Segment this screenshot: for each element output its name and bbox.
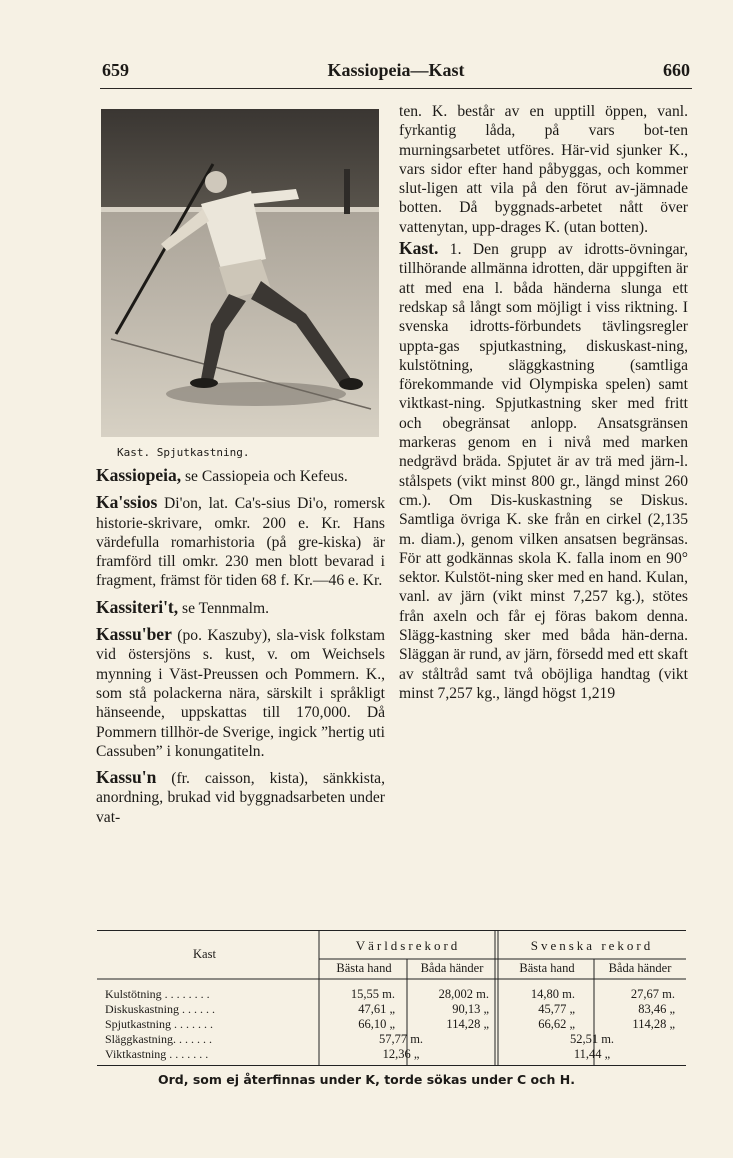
- table-cell: 28,002 m.: [438, 987, 489, 1001]
- entry-text: (fr. caisson, kista), sänkkista, anordning, brukad vid byggnadsarbeten under vat-: [96, 770, 385, 826]
- table-cell: 114,28 „: [632, 1017, 675, 1031]
- table-subheader: Bästa hand: [336, 961, 392, 975]
- entry-headword: Kassu'n: [96, 767, 157, 788]
- entry-kassiopeia: [96, 466, 385, 486]
- right-column: [399, 101, 688, 703]
- table-cell: 27,67 m.: [630, 987, 675, 1001]
- javelin-thrower-illustration: [101, 109, 379, 437]
- table-cell: 52,51 m.: [569, 1032, 615, 1046]
- javelin-thrower-photo: [101, 109, 379, 437]
- table-row-label: Viktkastning . . . . . . .: [105, 1047, 209, 1061]
- page-number-left: 659: [102, 60, 129, 80]
- table-cell: 66,10 „: [358, 1017, 395, 1031]
- footnote: Ord, som ej återfinnas under K, torde sökas under C och H.: [157, 1072, 576, 1087]
- entry-kassios: [96, 493, 385, 590]
- table-cell: 45,77 „: [538, 1002, 575, 1016]
- table-row-label: Släggkastning. . . . . . .: [105, 1032, 212, 1046]
- running-header: [100, 58, 692, 89]
- entry-text: ten. K. består av en upptill öppen, vanl. fyrkantig låda, på vars bot-ten murningsarbetet utföres. Här-vid sjunker K., vars sidor efter hand påbyggas, och kommer slut-ligen att vila på den förut av-jämnade botten. Då byggnads-arbetet nått över vattenytan, upp-drages K. (utan botten).: [399, 103, 688, 236]
- entry-headword: Kast.: [399, 238, 439, 259]
- table-cell: 83,46 „: [638, 1002, 675, 1016]
- table-cell: 114,28 „: [446, 1017, 489, 1031]
- entry-text: se Tennmalm.: [178, 599, 270, 617]
- table-cell: 12,36 „: [382, 1047, 420, 1061]
- entry-kassun: [96, 768, 385, 827]
- photo-caption: Kast. Spjutkastning.: [117, 446, 250, 459]
- entry-text: Di'on, lat. Ca's-sius Di'o, romersk historie-skrivare, omkr. 200 e. Kr. Hans värdefulla romarhistoria (på gre-kiska) är framförd till omkr. 230 men blott bevarad i fragment, främst för tiden 68 f. Kr.—46 e. Kr.: [96, 495, 385, 590]
- table-row-label: Spjutkastning . . . . . . .: [105, 1017, 214, 1031]
- entry-headword: Kassiopeia,: [96, 465, 182, 485]
- entry-headword: Kassu'ber: [96, 624, 172, 645]
- table-row-label: Diskuskastning . . . . . .: [105, 1002, 216, 1016]
- table-header-swedish-records: Svenska rekord: [530, 938, 654, 953]
- entry-kassun-continued: [399, 101, 688, 237]
- page-number-right: 660: [663, 60, 690, 80]
- table-cell: 11,44 „: [573, 1047, 611, 1061]
- table-subheader: Bästa hand: [519, 961, 575, 975]
- entry-kast: [399, 239, 688, 703]
- left-column: [96, 466, 385, 827]
- table-cell: 90,13 „: [452, 1002, 489, 1016]
- entry-headword: Ka'ssios: [96, 492, 158, 513]
- page-title: Kassiopeia—Kast: [327, 60, 465, 80]
- entry-text: se Cassiopeia och Kefeus.: [181, 468, 348, 485]
- table-cell: 14,80 m.: [530, 987, 575, 1001]
- records-table: [97, 930, 686, 1066]
- entry-text: 1. Den grupp av idrotts-övningar, tillhörande allmänna idrotten, där uppgiften är att med ena l. båda händerna slunga ett redskap så långt som möjligt i viss riktning. I svenska idrotts-förbundets tävlingsregler uppta-gas spjutkastning, diskuskast-ning, kulstötning, släggkastning (samtliga förekommande vid Olympiska spelen) samt viktkast-ning. Spjutkastning sker med fritt och obegränsat anlopp. Ansatsgränsen markeras genom en i nivå med marken nedgrävd bräda. Spjutet är av trä med järn-l. stålspets (vikt minst 800 gr., längd minst 260 cm.). Om Dis-kuskastning se Diskus. Samtliga övriga K. ske från en cirkel (2,135 m. diam.), genom vilken ansatsen begränsas. För att godkännas skola K. falla inom en 90° sektor. Kulstöt-ning sker med en hand. Kulan, vanl. av järn (vikt minst 7,257 kg.), stötes från axeln och får ej föras bakom denna. Slägg-kastning sker med båda hän-derna. Släggan är rund, av järn, försedd med ett skaft av ståltråd samt två oböjliga handtag (vikt minst 7,257 kg., längd högst 1,219: [399, 241, 688, 702]
- table-header-kast: Kast: [193, 947, 216, 961]
- table-cell: 57,77 m.: [378, 1032, 424, 1046]
- table-subheader: Båda händer: [420, 961, 484, 975]
- table-subheader: Båda händer: [608, 961, 672, 975]
- entry-text: (po. Kaszuby), sla-visk folkstam vid östersjöns s. kust, v. om Weichsels mynning i Väst-Preussen och Pommern. K., som stå polackerna nära, särskilt i språkligt hänseende, uppskattas till 170,000. Då Pommern tillhör-de Sverige, ingick ”hertig uti Cassuben” i konungatiteln.: [96, 627, 385, 760]
- table-row-label: Kulstötning . . . . . . . .: [105, 987, 210, 1001]
- entry-headword: Kassiteri't,: [96, 596, 179, 617]
- table-cell: 15,55 m.: [350, 987, 395, 1001]
- table-cell: 66,62 „: [538, 1017, 575, 1031]
- entry-kassuber: [96, 625, 385, 761]
- table-cell: 47,61 „: [358, 1002, 395, 1016]
- entry-kassiterit: [96, 598, 385, 618]
- table-header-world-records: Världsrekord: [355, 938, 461, 953]
